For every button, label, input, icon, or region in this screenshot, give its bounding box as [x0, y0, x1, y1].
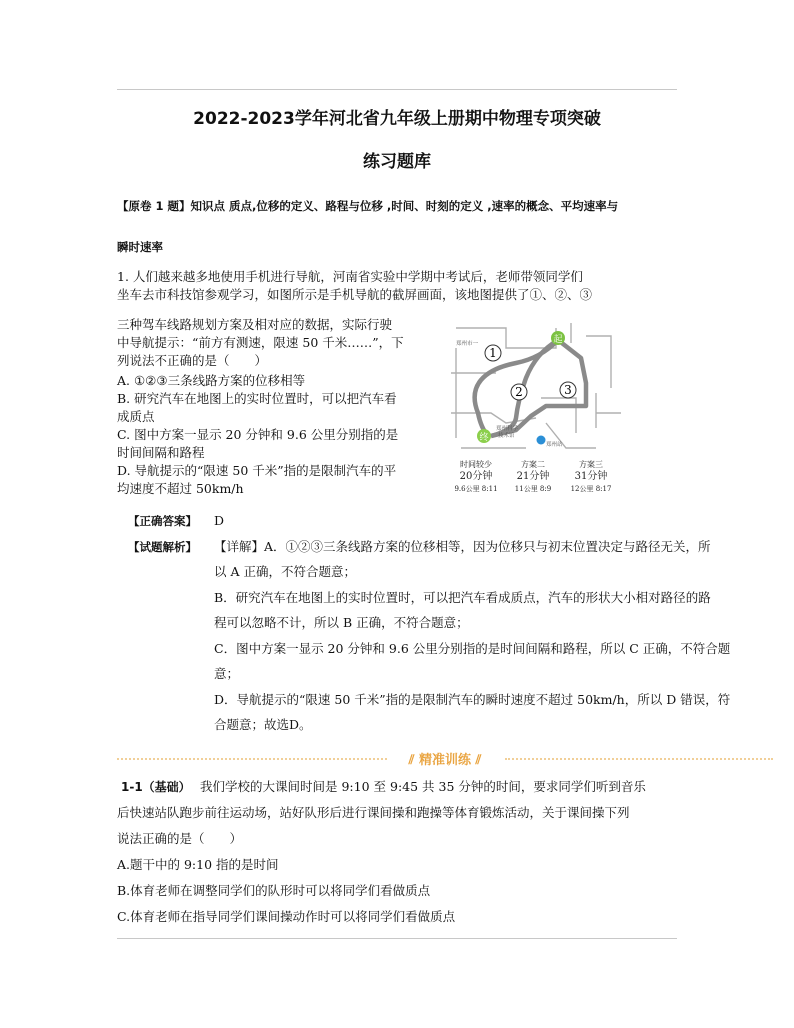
analysis-line-5: C．图中方案一显示 20 分钟和 9.6 公里分别指的是时间间隔和路程，所以 C 正确，不符合题 [214, 641, 731, 656]
end-marker-label: 终 [479, 433, 489, 443]
q11-option-b: B.体育老师在调整同学们的队形时可以将同学们看做质点 [117, 883, 431, 898]
start-marker-label: 起 [553, 335, 563, 345]
q1-option-d: D. 导航提示的“限速 50 千米”指的是限制汽车的平 [117, 463, 397, 478]
q11-tag: 1-1（基础） [121, 780, 191, 794]
map-place-label-2: 郑州科学 [496, 426, 519, 432]
banner-left-slash-icon: ⫽ [408, 753, 419, 768]
plan-3-name: 方案三 [579, 460, 603, 469]
q1-option-d-cont: 均速度不超过 50km/h [117, 481, 244, 496]
q1-option-a: A. ①②③三条线路方案的位移相等 [117, 373, 306, 388]
q1-stem-line4: 中导航提示：“前方有测速，限速 50 千米……”，下 [117, 335, 404, 350]
analysis-line-1: 【详解】A．①②③三条线路方案的位移相等，因为位移只与初末位置决定与路径无关，所 [214, 539, 711, 554]
analysis-line-2: 以 A 正确，不符合题意； [214, 564, 356, 579]
analysis-label: 【试题解析】 [128, 540, 197, 554]
plan-2-detail: 11公里 8:9 [514, 485, 552, 493]
knowledge-point-line2: 瞬时速率 [117, 240, 163, 254]
q11-line-2: 后快速站队跑步前往运动场，站好队形后进行课间操和跑操等体育锻炼活动，关于课间操下列 [117, 805, 630, 820]
answer-value: D [214, 513, 225, 528]
navigation-map-figure [446, 318, 626, 498]
plan-1-detail: 9.6公里 8:11 [454, 485, 498, 493]
map-place-label-4: 郑州站 [546, 442, 563, 448]
banner-label: 精准训练 [418, 753, 471, 768]
map-place-label-3: 技术馆 [498, 433, 515, 439]
station-dot-icon [537, 436, 546, 445]
bottom-rule [117, 938, 677, 939]
q1-stem-line5: 列说法不正确的是（ ） [117, 353, 268, 368]
q1-option-b: B. 研究汽车在地图上的实时位置时，可以把汽车看 [117, 391, 397, 406]
analysis-line-8: 合题意；故选D。 [214, 717, 312, 732]
analysis-line-3: B．研究汽车在地图上的实时位置时，可以把汽车看成质点，汽车的形状大小相对路径的路 [214, 590, 711, 605]
analysis-line-7: D．导航提示的“限速 50 千米”指的是限制汽车的瞬时速度不超过 50km/h，所以 D 错误，符 [214, 692, 731, 707]
q1-stem-line3: 三种驾车线路规划方案及相对应的数据，实际行驶 [117, 317, 393, 332]
route-label-2: 2 [515, 385, 523, 399]
plan-2-name: 方案二 [521, 460, 545, 469]
doc-title-line2: 练习题库 [363, 152, 431, 172]
answer-label: 【正确答案】 [128, 514, 197, 528]
top-rule [117, 89, 677, 90]
q1-option-c-cont: 时间间隔和路程 [117, 445, 205, 460]
plan-1-time: 20分钟 [459, 471, 493, 482]
section-banner [117, 748, 773, 770]
plan-2-time: 21分钟 [516, 471, 550, 482]
doc-title-line1: 2022-2023学年河北省九年级上册期中物理专项突破 [193, 109, 601, 129]
q1-option-c: C. 图中方案一显示 20 分钟和 9.6 公里分别指的是 [117, 427, 399, 442]
plan-1-name: 时间较少 [460, 460, 492, 469]
route-label-3: 3 [564, 383, 572, 397]
route-label-1: 1 [489, 346, 497, 360]
q1-stem-line2: 坐车去市科技馆参观学习，如图所示是手机导航的截屏画面，该地图提供了①、②、③ [117, 287, 593, 302]
q1-option-b-cont: 成质点 [117, 409, 155, 424]
q11-option-a: A.题干中的 9:10 指的是时间 [117, 857, 279, 872]
plan-3-detail: 12公里 8:17 [570, 485, 612, 493]
q1-stem-line1: 1. 人们越来越多地使用手机进行导航，河南省实验中学期中考试后，老师带领同学们 [117, 269, 583, 284]
q11-option-c: C.体育老师在指导同学们课间操动作时可以将同学们看做质点 [117, 909, 456, 924]
q11-line-3: 说法正确的是（ ） [117, 831, 243, 846]
map-place-label-1: 郑州市一 [456, 341, 479, 347]
analysis-line-4: 程可以忽略不计，所以 B 正确，不符合题意； [214, 615, 469, 630]
banner-right-slash-icon: ⫽ [471, 753, 482, 768]
plan-3-time: 31分钟 [574, 471, 608, 482]
q11-line-1: 我们学校的大课间时间是 9:10 至 9:45 共 35 分钟的时间，要求同学们听到音乐 [200, 779, 646, 794]
analysis-line-6: 意； [214, 666, 240, 681]
knowledge-point-line1: 【原卷 1 题】知识点 质点,位移的定义、路程与位移 ,时间、时刻的定义 ,速率的概念、平均速率与 [117, 199, 619, 213]
